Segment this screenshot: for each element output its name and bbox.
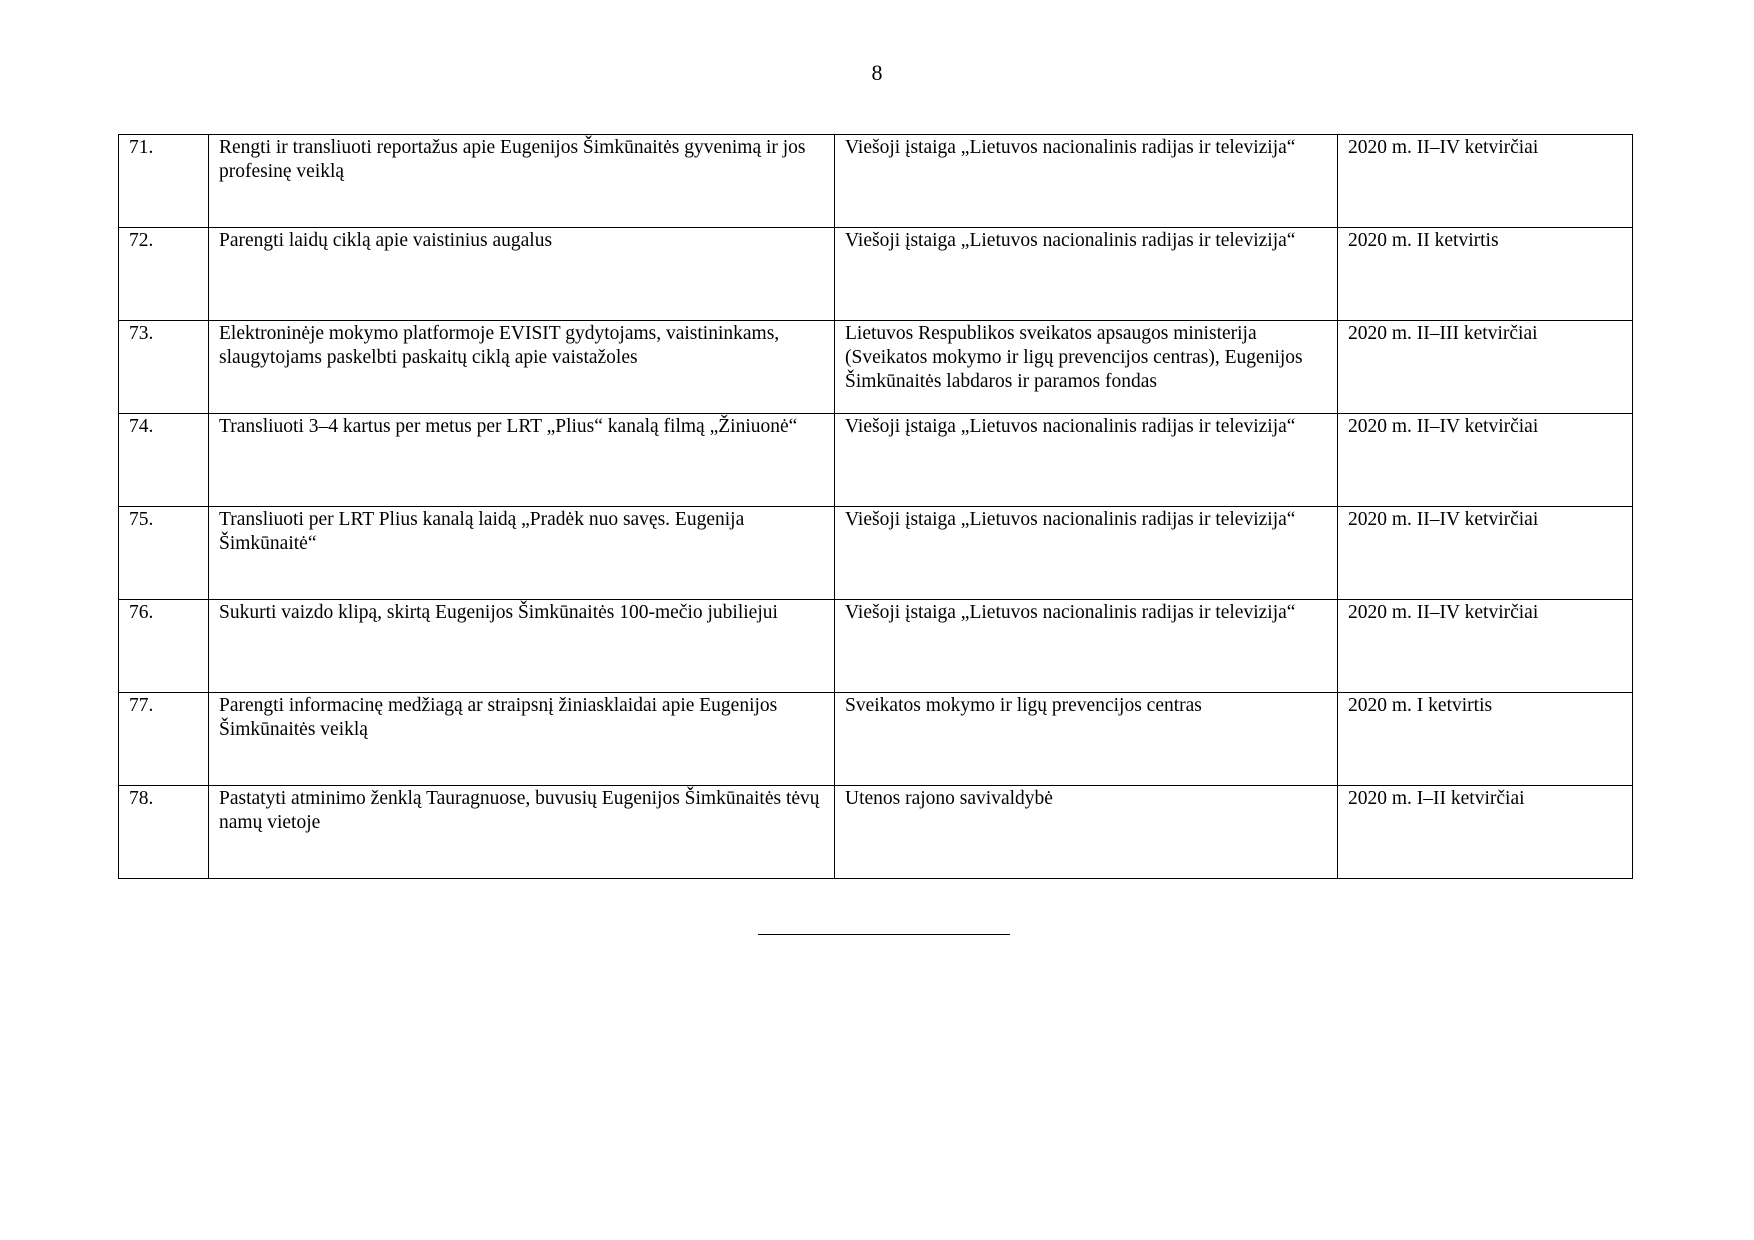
task-cell: Elektroninėje mokymo platformoje EVISIT gydytojams, vaistininkams, slaugytojams paskelbti paskaitų ciklą apie vaistažoles [209, 321, 835, 414]
page-number: 8 [871, 60, 883, 85]
table-row [119, 600, 1633, 693]
executor-cell: Viešoji įstaiga „Lietuvos nacionalinis radijas ir televizija“ [835, 600, 1338, 693]
term-cell: 2020 m. II ketvirtis [1338, 228, 1633, 321]
task-cell: Rengti ir transliuoti reportažus apie Eugenijos Šimkūnaitės gyvenimą ir jos profesinę veiklą [209, 135, 835, 228]
task-cell: Pastatyti atminimo ženklą Tauragnuose, buvusių Eugenijos Šimkūnaitės tėvų namų vietoje [209, 786, 835, 879]
task-cell: Parengti laidų ciklą apie vaistinius augalus [209, 228, 835, 321]
measures-table [118, 134, 1633, 879]
row-number-cell: 73. [119, 321, 209, 414]
row-number-cell: 77. [119, 693, 209, 786]
term-cell: 2020 m. II–IV ketvirčiai [1338, 414, 1633, 507]
table-row [119, 135, 1633, 228]
executor-cell: Viešoji įstaiga „Lietuvos nacionalinis radijas ir televizija“ [835, 507, 1338, 600]
term-cell: 2020 m. II–IV ketvirčiai [1338, 600, 1633, 693]
task-cell: Transliuoti per LRT Plius kanalą laidą „Pradėk nuo savęs. Eugenija Šimkūnaitė“ [209, 507, 835, 600]
table-row [119, 228, 1633, 321]
table-row [119, 321, 1633, 414]
executor-cell: Viešoji įstaiga „Lietuvos nacionalinis radijas ir televizija“ [835, 135, 1338, 228]
task-cell: Parengti informacinę medžiagą ar straipsnį žiniasklaidai apie Eugenijos Šimkūnaitės veiklą [209, 693, 835, 786]
task-cell: Sukurti vaizdo klipą, skirtą Eugenijos Šimkūnaitės 100-mečio jubiliejui [209, 600, 835, 693]
executor-cell: Viešoji įstaiga „Lietuvos nacionalinis radijas ir televizija“ [835, 228, 1338, 321]
end-of-document-rule [758, 934, 1010, 935]
row-number-cell: 74. [119, 414, 209, 507]
row-number-cell: 78. [119, 786, 209, 879]
row-number-cell: 76. [119, 600, 209, 693]
row-number-cell: 71. [119, 135, 209, 228]
term-cell: 2020 m. II–IV ketvirčiai [1338, 135, 1633, 228]
term-cell: 2020 m. I ketvirtis [1338, 693, 1633, 786]
table-row [119, 507, 1633, 600]
table-row [119, 414, 1633, 507]
task-cell: Transliuoti 3–4 kartus per metus per LRT „Plius“ kanalą filmą „Žiniuonė“ [209, 414, 835, 507]
term-cell: 2020 m. II–IV ketvirčiai [1338, 507, 1633, 600]
term-cell: 2020 m. II–III ketvirčiai [1338, 321, 1633, 414]
term-cell: 2020 m. I–II ketvirčiai [1338, 786, 1633, 879]
row-number-cell: 72. [119, 228, 209, 321]
row-number-cell: 75. [119, 507, 209, 600]
executor-cell: Lietuvos Respublikos sveikatos apsaugos ministerija (Sveikatos mokymo ir ligų prevencijos centras), Eugenijos Šimkūnaitės labdaros ir paramos fondas [835, 321, 1338, 414]
executor-cell: Utenos rajono savivaldybė [835, 786, 1338, 879]
table-row [119, 786, 1633, 879]
table-row [119, 693, 1633, 786]
executor-cell: Sveikatos mokymo ir ligų prevencijos centras [835, 693, 1338, 786]
executor-cell: Viešoji įstaiga „Lietuvos nacionalinis radijas ir televizija“ [835, 414, 1338, 507]
